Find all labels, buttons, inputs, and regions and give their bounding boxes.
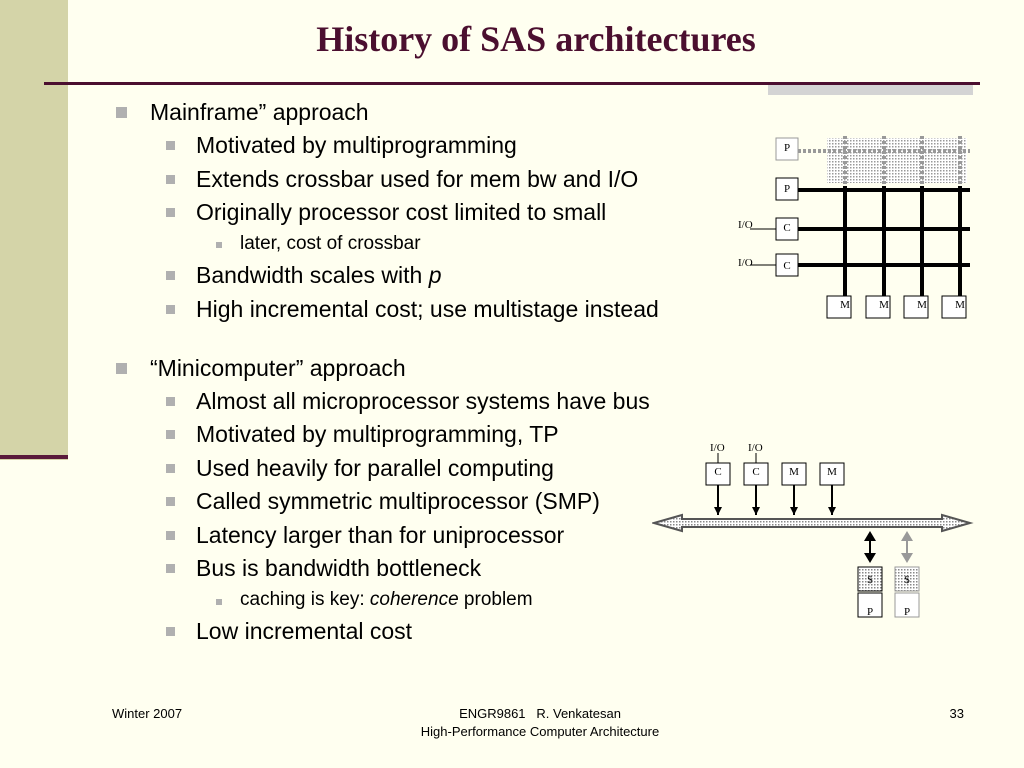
- bullet-marker: [216, 242, 222, 248]
- box-label: P: [783, 183, 791, 195]
- box-label: C: [752, 466, 760, 478]
- box-label: P: [903, 606, 911, 618]
- list-item: Bus is bandwidth bottleneck: [196, 555, 482, 581]
- list-item: High incremental cost; use multistage instead: [196, 296, 659, 322]
- page-number: 33: [949, 706, 964, 721]
- crossbar-memory-boxes: [827, 296, 966, 318]
- list-item-italic: coherence: [369, 589, 459, 610]
- list-item: [240, 589, 533, 611]
- bullet-marker: [166, 175, 175, 184]
- bus-diagram: [652, 437, 974, 622]
- footer-date: Winter 2007: [112, 706, 183, 721]
- box-label: $: [904, 574, 910, 586]
- list-item: Called symmetric multiprocessor (SMP): [196, 488, 600, 514]
- list-item: Originally processor cost limited to small: [196, 199, 607, 225]
- box-label: P: [783, 142, 791, 154]
- bullet-marker: [166, 208, 175, 217]
- bullet-marker: [116, 363, 127, 374]
- box-label: M: [917, 299, 927, 311]
- bullet-marker: [166, 464, 175, 473]
- list-item: Low incremental cost: [196, 618, 413, 644]
- box-label: P: [866, 606, 874, 618]
- bullet-marker: [166, 564, 175, 573]
- bus-connectors: [718, 485, 832, 515]
- slide-title: History of SAS architectures: [316, 19, 756, 59]
- bullet-marker: [116, 107, 127, 118]
- bus-arrowheads: [714, 507, 836, 515]
- list-item: Used heavily for parallel computing: [196, 455, 554, 481]
- crossbar-left-boxes: [776, 138, 798, 276]
- bullet-marker: [166, 271, 175, 280]
- footer-course: ENGR9861 R. Venkatesan: [459, 706, 621, 721]
- io-label: I/O: [738, 219, 753, 231]
- io-label: I/O: [710, 442, 725, 454]
- system-bus: [654, 515, 970, 531]
- list-item: Extends crossbar used for mem bw and I/O: [196, 166, 639, 192]
- box-label: M: [827, 466, 837, 478]
- list-item-text: caching is key:: [240, 589, 370, 610]
- section-heading-minicomputer: “Minicomputer” approach: [150, 355, 406, 381]
- bullet-marker: [166, 397, 175, 406]
- bullet-marker: [166, 531, 175, 540]
- bullet-marker: [166, 430, 175, 439]
- list-item: Latency larger than for uniprocessor: [196, 522, 565, 548]
- box-label: M: [840, 299, 850, 311]
- box-label: C: [783, 260, 791, 272]
- io-label: I/O: [738, 257, 753, 269]
- bus-top-boxes: [706, 463, 844, 485]
- left-decor-line: [0, 455, 68, 459]
- box-label: C: [783, 222, 791, 234]
- box-label: M: [789, 466, 799, 478]
- list-item: Motivated by multiprogramming, TP: [196, 421, 559, 447]
- crossbar-bold-lines: [798, 186, 970, 298]
- list-item: Motivated by multiprogramming: [196, 132, 517, 158]
- processor-cache-units: [858, 567, 919, 618]
- bus-down-arrows: [864, 531, 913, 563]
- box-label: $: [867, 574, 873, 586]
- bullet-marker: [166, 627, 175, 636]
- box-label: M: [879, 299, 889, 311]
- list-item: later, cost of crossbar: [240, 233, 421, 254]
- bullet-marker: [216, 599, 222, 605]
- io-label: I/O: [748, 442, 763, 454]
- left-decor-bar: [0, 0, 68, 460]
- bullet-marker: [166, 497, 175, 506]
- bullet-marker: [166, 141, 175, 150]
- title-rule-accent: [768, 85, 973, 95]
- section-heading-mainframe: Mainframe” approach: [150, 99, 369, 125]
- crossbar-shaded-region: [827, 138, 967, 183]
- bullet-marker: [166, 305, 175, 314]
- box-label: M: [955, 299, 965, 311]
- box-label: C: [714, 466, 722, 478]
- footer-course-title: High-Performance Computer Architecture: [420, 724, 660, 739]
- list-item-italic: p: [428, 262, 442, 288]
- crossbar-diagram: [730, 128, 980, 323]
- list-item: [196, 262, 441, 289]
- list-item-text: Bandwidth scales with: [196, 262, 429, 288]
- list-item-text-after: problem: [458, 589, 533, 610]
- list-item: Almost all microprocessor systems have bus: [196, 388, 650, 414]
